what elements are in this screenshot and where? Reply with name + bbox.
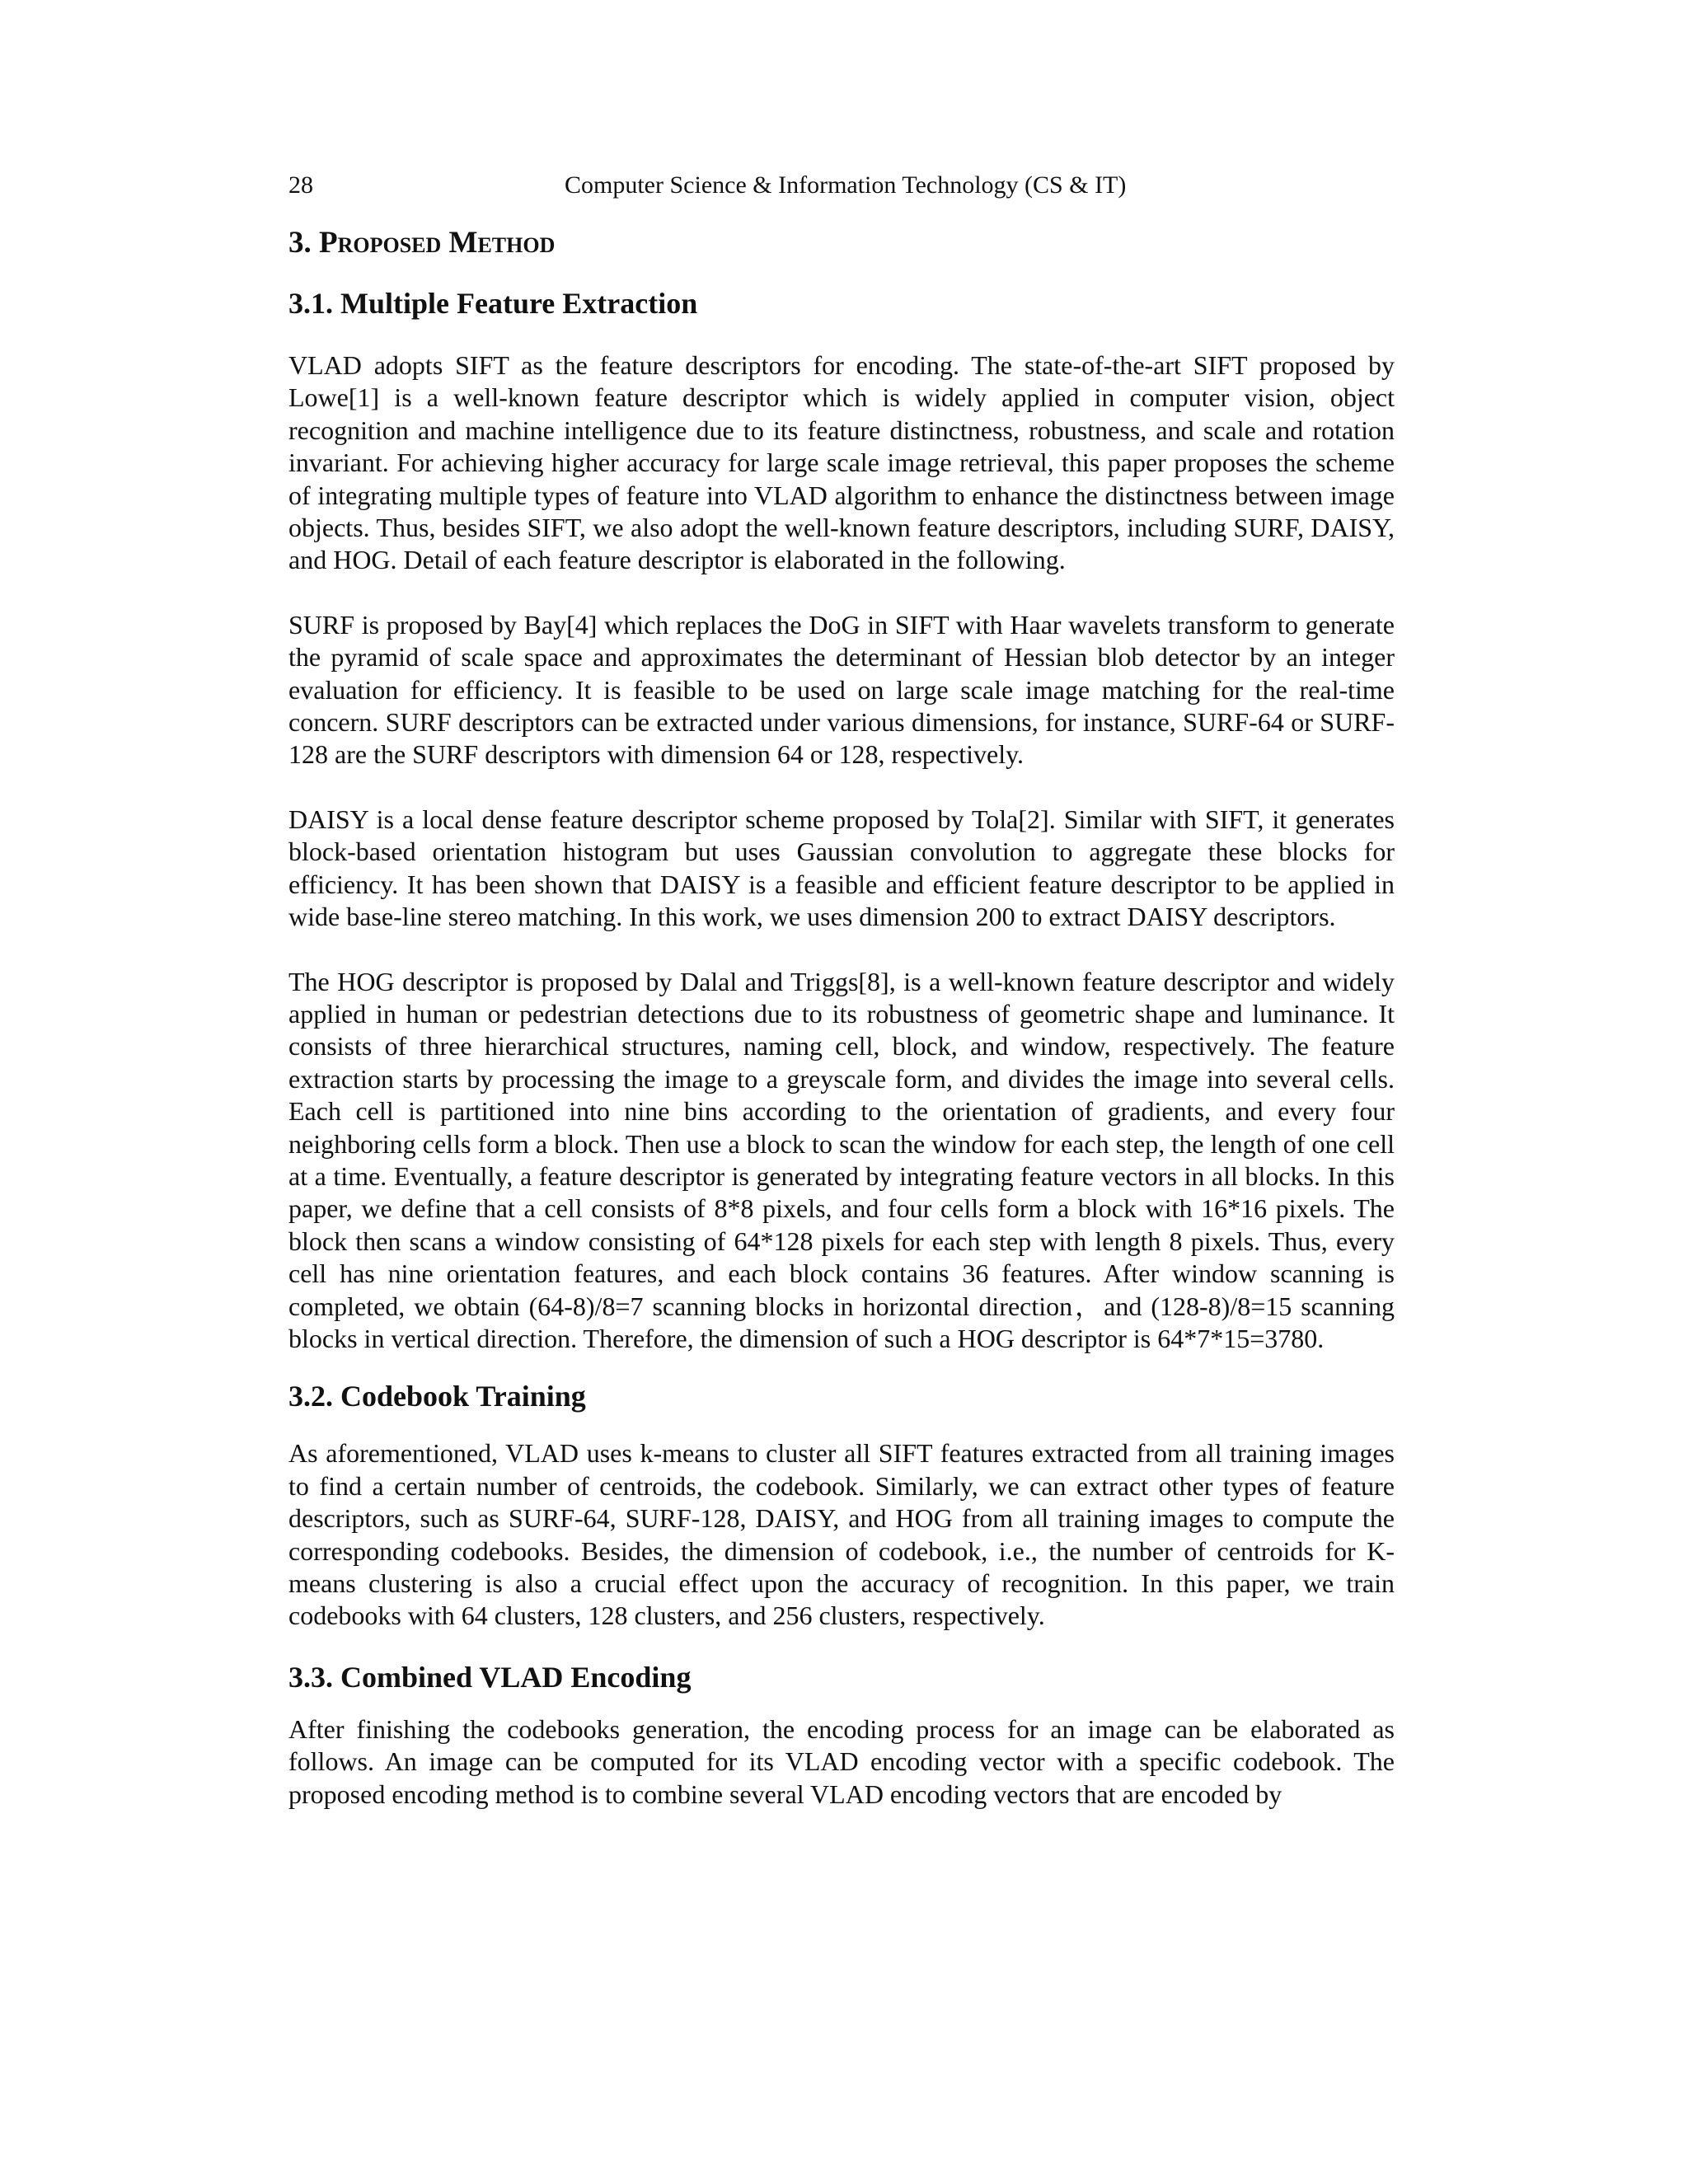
- subsection-heading-3-3: 3.3. Combined VLAD Encoding: [288, 1660, 692, 1694]
- section-heading: 3. Proposed Method: [288, 226, 556, 260]
- paragraph-hog: The HOG descriptor is proposed by Dalal and Triggs[8], is a well-known feature descriptor and widely applied in human or pedestrian detections due to its robustness of geometric shape and luminance. It consists of three hierarchical structures, naming cell, block, and window, respectively. The feature extraction starts by processing the image to a greyscale form, and divides the image into several cells. Each cell is partitioned into nine bins according to the orientation of gradients, and every four neighboring cells form a block. Then use a block to scan the window for each step, the length of one cell at a time. Eventually, a feature descriptor is generated by integrating feature vectors in all blocks. In this paper, we define that a cell consists of 8*8 pixels, and four cells form a block with 16*16 pixels. The block then scans a window consisting of 64*128 pixels for each step with length 8 pixels. Thus, every cell has nine orientation features, and each block contains 36 features. After window scanning is completed, we obtain (64-8)/8=7 scanning blocks in horizontal direction，and (128-8)/8=15 scanning blocks in vertical direction. Therefore, the dimension of such a HOG descriptor is 64*7*15=3780.: [288, 966, 1395, 1353]
- subsection-heading-3-2: 3.2. Codebook Training: [288, 1380, 586, 1413]
- journal-name: Computer Science & Information Technology (CS & IT): [565, 171, 1127, 199]
- running-header: [288, 169, 1395, 202]
- paragraph-surf: SURF is proposed by Bay[4] which replaces the DoG in SIFT with Haar wavelets transform to generate the pyramid of scale space and approximates the determinant of Hessian blob detector by an integer evaluation for efficiency. It is feasible to be used on large scale image matching for the real-time concern. SURF descriptors can be extracted under various dimensions, for instance, SURF-64 or SURF-128 are the SURF descriptors with dimension 64 or 128, respectively.: [288, 609, 1395, 770]
- paragraph-combined-vlad: After finishing the codebooks generation, the encoding process for an image can be elaborated as follows. An image can be computed for its VLAD encoding vector with a specific codebook. The proposed encoding method is to combine several VLAD encoding vectors that are encoded by: [288, 1713, 1395, 1809]
- paragraph-sift: VLAD adopts SIFT as the feature descriptors for encoding. The state-of-the-art SIFT proposed by Lowe[1] is a well-known feature descriptor which is widely applied in computer vision, object recognition and machine intelligence due to its feature distinctness, robustness, and scale and rotation invariant. For achieving higher accuracy for large scale image retrieval, this paper proposes the scheme of integrating multiple types of feature into VLAD algorithm to enhance the distinctness between image objects. Thus, besides SIFT, we also adopt the well-known feature descriptors, including SURF, DAISY, and HOG. Detail of each feature descriptor is elaborated in the following.: [288, 350, 1395, 575]
- paragraph-daisy: DAISY is a local dense feature descriptor scheme proposed by Tola[2]. Similar with SIFT, it generates block-based orientation histogram but uses Gaussian convolution to aggregate these blocks for efficiency. It has been shown that DAISY is a feasible and efficient feature descriptor to be applied in wide base-line stereo matching. In this work, we uses dimension 200 to extract DAISY descriptors.: [288, 804, 1395, 932]
- page-number: 28: [288, 171, 313, 199]
- paragraph-codebook-training: As aforementioned, VLAD uses k-means to cluster all SIFT features extracted from all training images to find a certain number of centroids, the codebook. Similarly, we can extract other types of feature descriptors, such as SURF-64, SURF-128, DAISY, and HOG from all training images to compute the corresponding codebooks. Besides, the dimension of codebook, i.e., the number of centroids for K-means clustering is also a crucial effect upon the accuracy of recognition. In this paper, we train codebooks with 64 clusters, 128 clusters, and 256 clusters, respectively.: [288, 1438, 1395, 1631]
- paper-page: [288, 169, 1395, 1811]
- subsection-heading-3-1: 3.1. Multiple Feature Extraction: [288, 287, 698, 320]
